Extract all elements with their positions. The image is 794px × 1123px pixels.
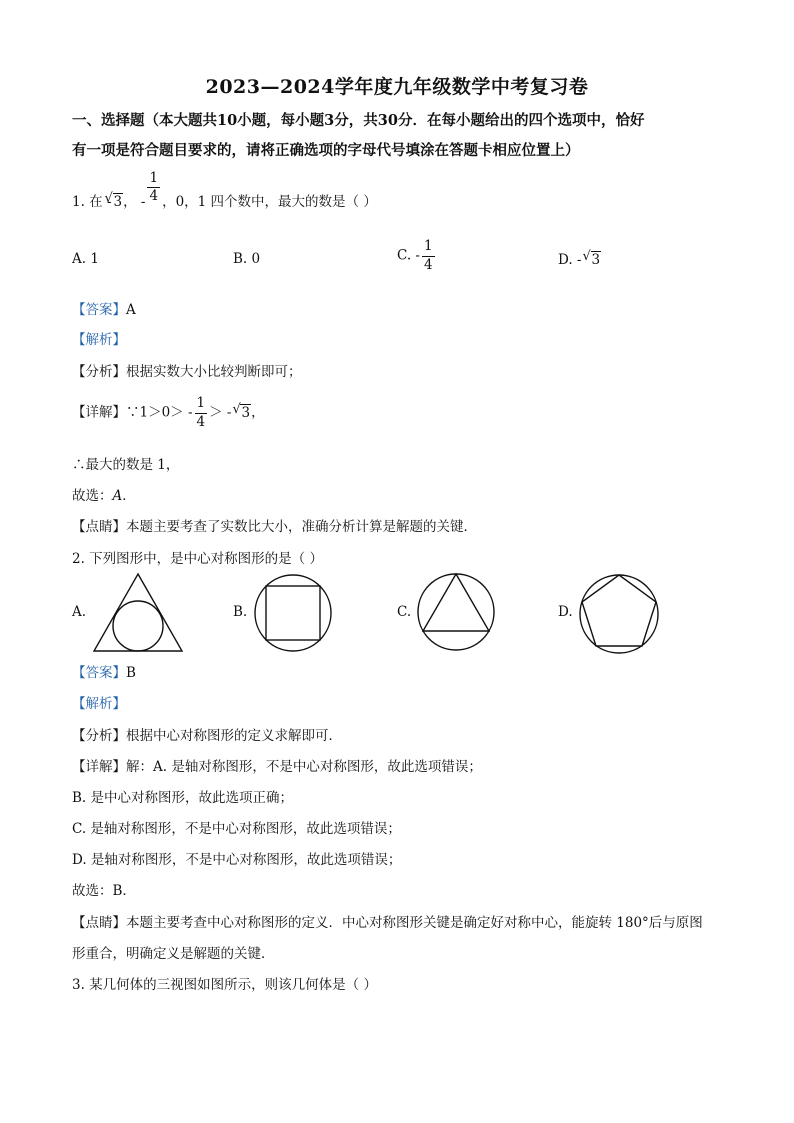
dianjing-tag: 【点睛】 xyxy=(72,519,126,535)
q1-option-d-prefix: D. - xyxy=(558,252,582,268)
q1-frac-num: 1 xyxy=(149,169,159,186)
xiangjie-sqrt: √ 3 xyxy=(240,404,251,421)
q1-xiangjie xyxy=(72,397,265,429)
fenxi-tag: 【分析】 xyxy=(72,364,126,380)
q2-line-b: B. 是中心对称图形，故此选项正确； xyxy=(72,790,294,806)
q1-option-c xyxy=(397,240,437,272)
q2-option-a-label: A. xyxy=(72,604,87,620)
q1-sep: ， - xyxy=(123,194,146,210)
page-title: 2023—2024学年度九年级数学中考复习卷 xyxy=(205,76,589,98)
pentagon-in-circle-figure xyxy=(578,573,660,655)
fenxi-tag: 【分析】 xyxy=(72,728,126,744)
answer-tag: 【答案】 xyxy=(72,302,126,318)
q2-line-c: C. 是轴对称图形，不是中心对称图形，故此选项错误； xyxy=(72,821,401,837)
answer-value: A xyxy=(126,302,136,318)
xiangjie-tag: 【详解】 xyxy=(72,759,126,775)
q2-line-d: D. 是轴对称图形，不是中心对称图形，故此选项错误； xyxy=(72,852,402,868)
q2-option-c-label: C. xyxy=(397,604,412,620)
q2-jiexi: 【解析】 xyxy=(72,696,126,712)
xiangjie-frac-num: 1 xyxy=(196,395,206,411)
q1-option-c-fraction xyxy=(422,240,435,272)
q1-guxuan xyxy=(72,484,136,504)
q1-option-d xyxy=(558,251,601,268)
question-2-stem: 2. 下列图形中，是中心对称图形的是（ ） xyxy=(72,551,323,567)
q1-option-c-num: 1 xyxy=(424,238,433,254)
q2-answer xyxy=(72,661,136,681)
answer-tag: 【答案】 xyxy=(72,665,126,681)
section-heading-line1: 一、选择题（本大题共10小题，每小题3分，共30分．在每小题给出的四个选项中，恰好 xyxy=(72,112,645,129)
q1-option-a: A. 1 xyxy=(72,251,99,267)
xiangjie-part-a: ∵1＞0＞ - xyxy=(126,404,193,421)
dianjing-tag: 【点睛】 xyxy=(72,915,126,931)
q1-option-b: B. 0 xyxy=(233,251,261,267)
xiangjie-tag: 【详解】 xyxy=(72,404,126,421)
q2-xiangjie xyxy=(72,755,482,775)
q1-fenxi xyxy=(72,360,302,380)
q1-option-d-sqrt: √ 3 xyxy=(591,251,602,268)
q2-dianjing-line1 xyxy=(72,911,703,931)
xiangjie-part-b: ＞ - xyxy=(209,404,232,421)
xiangjie-frac-den: 4 xyxy=(196,413,206,430)
question-1-stem xyxy=(72,169,377,210)
answer-value: B xyxy=(126,665,136,681)
triangle-with-incircle-figure xyxy=(92,572,184,654)
q2-option-b-label: B. xyxy=(233,604,248,620)
q1-option-c-prefix: C. - xyxy=(397,247,420,264)
guxuan-label: 故选： xyxy=(72,488,113,504)
q1-suffix: ，0，1 四个数中，最大的数是（ ） xyxy=(162,194,377,210)
q1-fraction xyxy=(147,169,160,204)
fenxi-text: 根据中心对称图形的定义求解即可． xyxy=(126,728,342,744)
xiangjie-part-c: ， xyxy=(251,404,265,421)
triangle-in-circle-figure xyxy=(416,572,496,652)
guxuan-letter: A xyxy=(112,488,123,504)
q2-option-d-label: D. xyxy=(558,604,573,620)
q1-prefix: 1. 在 - xyxy=(72,194,112,210)
q1-dianjing xyxy=(72,515,477,535)
q1-sqrt: √ 3 xyxy=(113,193,124,210)
q1-frac-den: 4 xyxy=(149,188,159,204)
guxuan-end: ． xyxy=(122,488,136,504)
q1-jiexi: 【解析】 xyxy=(72,332,126,348)
q1-therefore: ∴最大的数是 1， xyxy=(72,457,180,473)
q2-dianjing-line2: 形重合，明确定义是解题的关键． xyxy=(72,946,275,962)
dianjing-text: 本题主要考查了实数比大小，准确分析计算是解题的关键． xyxy=(126,519,477,535)
question-3-stem: 3. 某几何体的三视图如图所示，则该几何体是（ ） xyxy=(72,977,377,993)
xiangjie-fraction xyxy=(195,397,208,429)
section-heading-line2: 有一项是符合题目要求的，请将正确选项的字母代号填涂在答题卡相应位置上） xyxy=(72,142,580,159)
q1-option-c-den: 4 xyxy=(424,256,433,273)
square-in-circle-figure xyxy=(253,573,333,653)
q2-guxuan: 故选：B． xyxy=(72,883,136,899)
fenxi-text: 根据实数大小比较判断即可； xyxy=(126,364,302,380)
xiangjie-text: 解：A. 是轴对称图形，不是中心对称图形，故此选项错误； xyxy=(126,759,482,775)
q1-answer xyxy=(72,298,136,318)
q2-fenxi xyxy=(72,724,342,744)
dianjing-text: 本题主要考查中心对称图形的定义．中心对称图形关键是确定好对称中心，能旋转 180°后与原图 xyxy=(126,915,703,931)
